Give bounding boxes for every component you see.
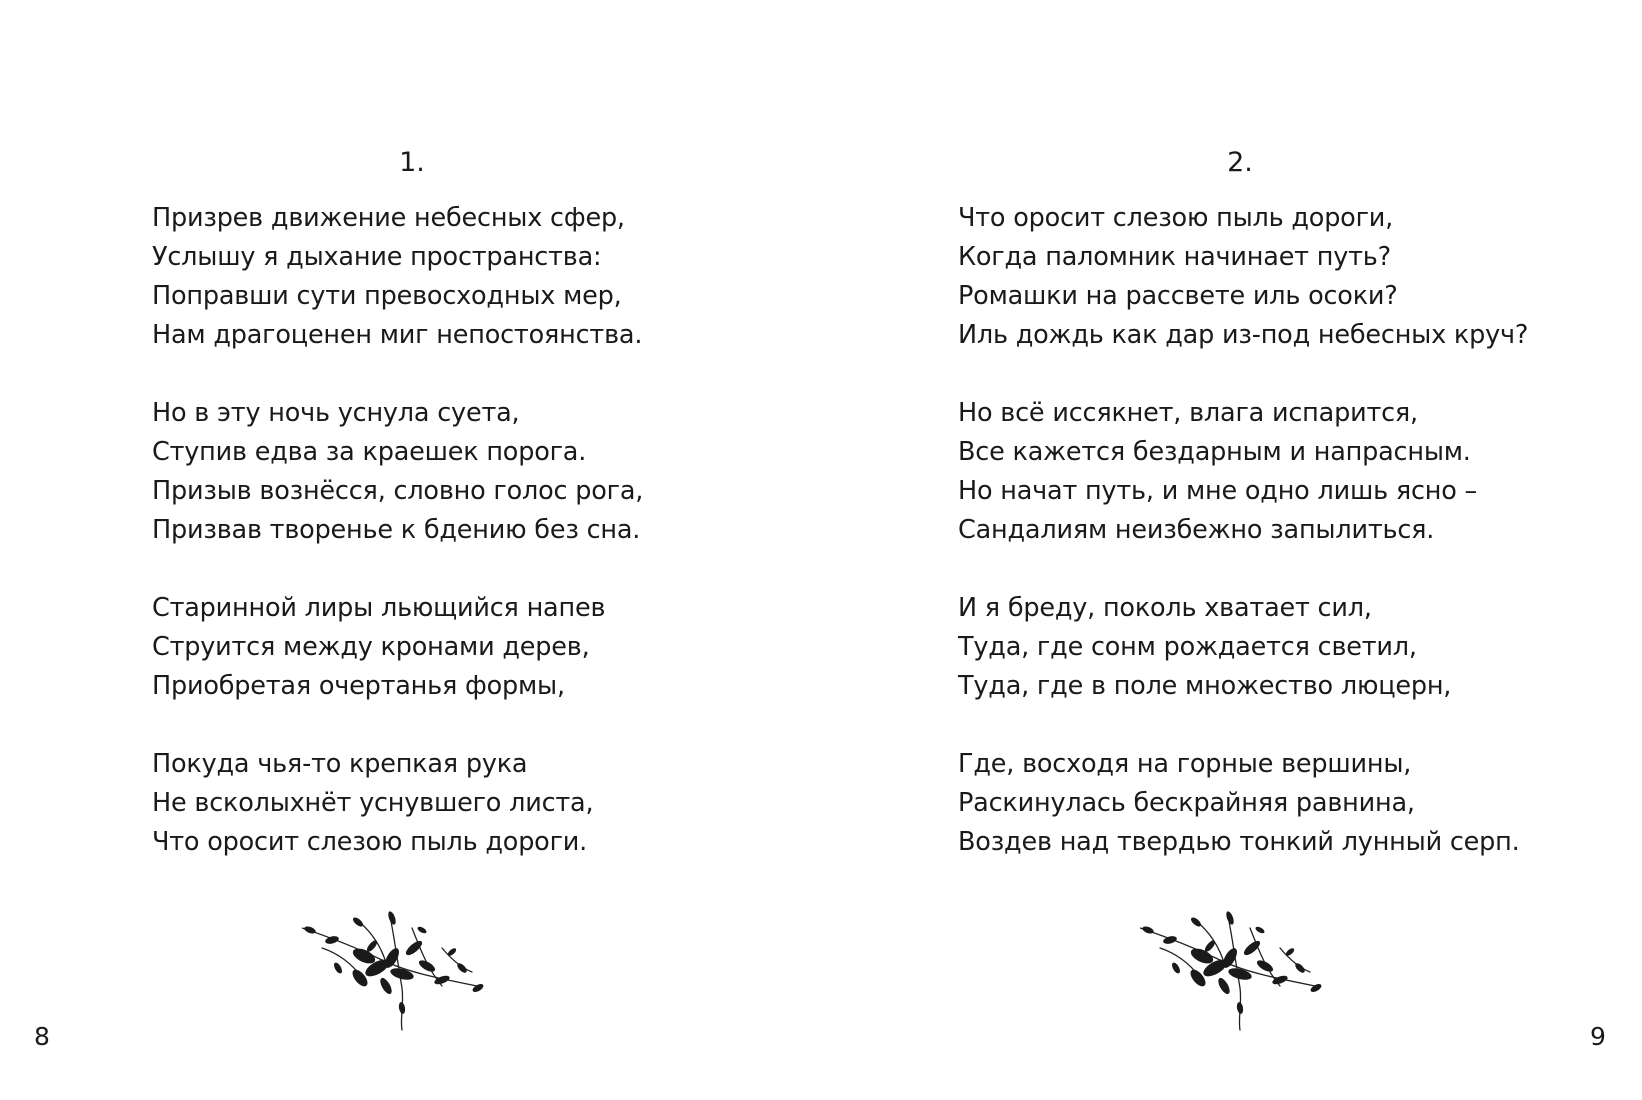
poem-line: Призвав творенье к бдению без сна. xyxy=(152,515,641,545)
poem-line: Покуда чья-то крепкая рука xyxy=(152,749,528,779)
stanza xyxy=(152,745,643,862)
poem-body xyxy=(958,199,1528,862)
poem-line: Что оросит слезою пыль дороги. xyxy=(152,827,588,857)
poem-line: Воздев над твердью тонкий лунный серп. xyxy=(958,827,1520,857)
page-number: 9 xyxy=(1590,1022,1606,1051)
stanza xyxy=(152,589,643,706)
stanza xyxy=(958,199,1528,355)
poem-line: Призрев движение небесных сфер, xyxy=(152,203,625,233)
poem-line: Когда паломник начинает путь? xyxy=(958,242,1391,272)
stanza xyxy=(152,394,643,550)
poem-body xyxy=(152,199,643,862)
stanza xyxy=(958,745,1528,862)
poem-line: Что оросит слезою пыль дороги, xyxy=(958,203,1394,233)
poem-line: Призыв вознёсся, словно голос рога, xyxy=(152,476,644,506)
poem-line: Струится между кронами дерев, xyxy=(152,632,590,662)
stanza xyxy=(958,589,1528,706)
poem-line: Приобретая очертанья формы, xyxy=(152,671,565,701)
poem-line: Но в эту ночь уснула суета, xyxy=(152,398,520,428)
poem-line: Ступив едва за краешек порога. xyxy=(152,437,587,467)
stanza xyxy=(152,199,643,355)
poem-line: Старинной лиры льющийся напев xyxy=(152,593,606,623)
poem-line: И я бреду, поколь хватает сил, xyxy=(958,593,1372,623)
floral-sprig-icon xyxy=(1140,908,1340,1033)
poem-line: Не всколыхнёт уснувшего листа, xyxy=(152,788,594,818)
poem-line: Но всё иссякнет, влага испарится, xyxy=(958,398,1418,428)
poem-line: Все кажется бездарным и напрасным. xyxy=(958,437,1471,467)
poem-number: 1. xyxy=(399,147,425,178)
stanza xyxy=(958,394,1528,550)
right-page xyxy=(821,0,1642,1100)
poem-line: Ромашки на рассвете иль осоки? xyxy=(958,281,1398,311)
poem-line: Раскинулась бескрайняя равнина, xyxy=(958,788,1415,818)
poem-line: Иль дождь как дар из-под небесных круч? xyxy=(958,320,1529,350)
poem-line: Поправши сути превосходных мер, xyxy=(152,281,622,311)
poem-line: Туда, где сонм рождается светил, xyxy=(958,632,1417,662)
poem-line: Туда, где в поле множество люцерн, xyxy=(958,671,1452,701)
page-number: 8 xyxy=(34,1022,50,1051)
poem-line: Но начат путь, и мне одно лишь ясно – xyxy=(958,476,1478,506)
floral-sprig-icon xyxy=(302,908,502,1033)
poem-line: Услышу я дыхание пространства: xyxy=(152,242,602,272)
poem-line: Где, восходя на горные вершины, xyxy=(958,749,1412,779)
poem-line: Сандалиям неизбежно запылиться. xyxy=(958,515,1435,545)
poem-line: Нам драгоценен миг непостоянства. xyxy=(152,320,643,350)
poem-number: 2. xyxy=(1227,147,1253,178)
